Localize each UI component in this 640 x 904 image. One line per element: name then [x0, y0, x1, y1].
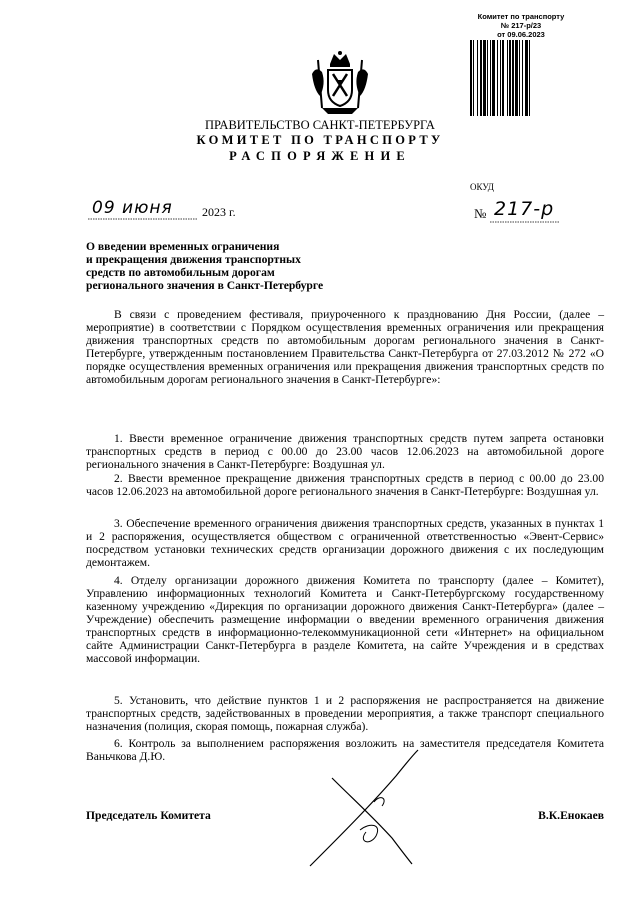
barcode-bar	[500, 40, 501, 116]
preamble-paragraph: В связи с проведением фестиваля, приуроченного к празднованию Дня России, (далее – мероприятие) в соответствии с Порядком осуществления временных ограничения или прекращения движения транспортных средств по автомобильным дорогам регионального значения в Санкт-Петербурге, утвержденным постановлением Правительства Санкт-Петербурга от 27.03.2012 № 272 «О порядке осуществления временных ограничения или прекращения движения транспортных средств по автомобильным дорогам регионального значения в Санкт-Петербурге»:	[86, 308, 604, 386]
registration-stamp	[446, 12, 596, 39]
okud-label: ОКУД	[470, 182, 494, 192]
number-line	[460, 198, 610, 228]
document-title	[86, 240, 386, 292]
title-line: О введении временных ограничения	[86, 240, 280, 253]
item-5-paragraph: 5. Установить, что действие пунктов 1 и 2 распоряжения не распространяется на движение транспортных средств, задействованных в проведении мероприятия, а также транспорт специального назначения (полиция, скорая помощь, пожарная служба).	[86, 694, 604, 733]
committee-header: КОМИТЕТ ПО ТРАНСПОРТУ	[196, 133, 444, 147]
barcode-bar	[529, 40, 530, 116]
number-sign: №	[474, 206, 487, 221]
date-year: 2023 г.	[202, 205, 236, 219]
coat-of-arms-icon	[308, 50, 372, 116]
handwritten-number: 217-р	[494, 198, 555, 220]
stamp-line-1: Комитет по транспорту	[477, 12, 565, 21]
title-line: средств по автомобильным дорогам	[86, 266, 275, 279]
stamp-line-3: от 09.06.2023	[497, 30, 545, 39]
barcode-bar	[519, 40, 520, 116]
document-type-header: РАСПОРЯЖЕНИЕ	[229, 149, 411, 163]
barcode-bar	[509, 40, 511, 116]
item-2-paragraph: 2. Ввести временное прекращение движения транспортных средств в период с 00.00 до 23.00 часов 12.06.2023 на автомобильной дороге регионального значения в Санкт-Петербурге: Воздушная ул.	[86, 472, 604, 498]
barcode-bar	[507, 40, 508, 116]
number-underline	[490, 221, 560, 224]
barcode-bar	[492, 40, 495, 116]
item-1-paragraph: 1. Ввести временное ограничение движения транспортных средств путем запрета остановки транспортных средств в период с 00.00 до 23.00 часов 12.06.2023 на автомобильной дороге регионального значения в Санкт-Петербурге: Воздушная ул.	[86, 432, 604, 471]
stamp-line-2: № 217-р/23	[500, 21, 542, 30]
date-line	[88, 198, 288, 224]
title-line: и прекращения движения транспортных	[86, 253, 301, 266]
item-3-paragraph: 3. Обеспечение временного ограничения движения транспортных средств, указанных в пунктах 1 и 2 распоряжения, осуществляется обществом с ограниченной ответственностью «Эвент-Сервис» посредством установки технических средств организации дорожного движения с их последующим демонтажем.	[86, 517, 604, 569]
item-4-paragraph: 4. Отделу организации дорожного движения Комитета по транспорту (далее – Комитет), Управлению информационных технологий Комитета и Санкт-Петербургскому государственному казенному учреждению «Дирекция по организации дорожного движения Санкт-Петербурга» (далее – Учреждение) обеспечить размещение информации о введении временного ограничения движения транспортных средств в информационно-телекоммуникационной сети «Интернет» на официальном сайте Администрации Санкт-Петербурга в разделе Комитета, на сайте Учреждения и в средствах массовой информации.	[86, 574, 604, 665]
barcode-icon	[470, 40, 573, 116]
barcode-bar	[512, 40, 514, 116]
date-underline	[88, 218, 198, 221]
barcode-bar	[480, 40, 482, 116]
handwritten-date: 09 июня	[92, 198, 173, 218]
barcode-bar	[525, 40, 528, 116]
barcode-bar	[502, 40, 504, 116]
barcode-bar	[490, 40, 491, 116]
barcode-bar	[470, 40, 472, 116]
barcode-bar	[483, 40, 486, 116]
barcode-bar	[487, 40, 488, 116]
barcode-bar	[477, 40, 478, 116]
barcode-bar	[515, 40, 518, 116]
government-header: ПРАВИТЕЛЬСТВО САНКТ-ПЕТЕРБУРГА	[205, 118, 435, 132]
barcode-bar	[473, 40, 474, 116]
signatory-position: Председатель Комитета	[86, 809, 211, 822]
barcode-bar	[522, 40, 523, 116]
handwritten-signature	[300, 746, 440, 876]
barcode-bar	[497, 40, 498, 116]
item-6-paragraph: 6. Контроль за выполнением распоряжения возложить на заместителя председателя Комитета Ваньчкова Д.Ю.	[86, 737, 604, 763]
signatory-name: В.К.Енокаев	[538, 809, 604, 822]
title-line: регионального значения в Санкт-Петербурге	[86, 279, 324, 292]
